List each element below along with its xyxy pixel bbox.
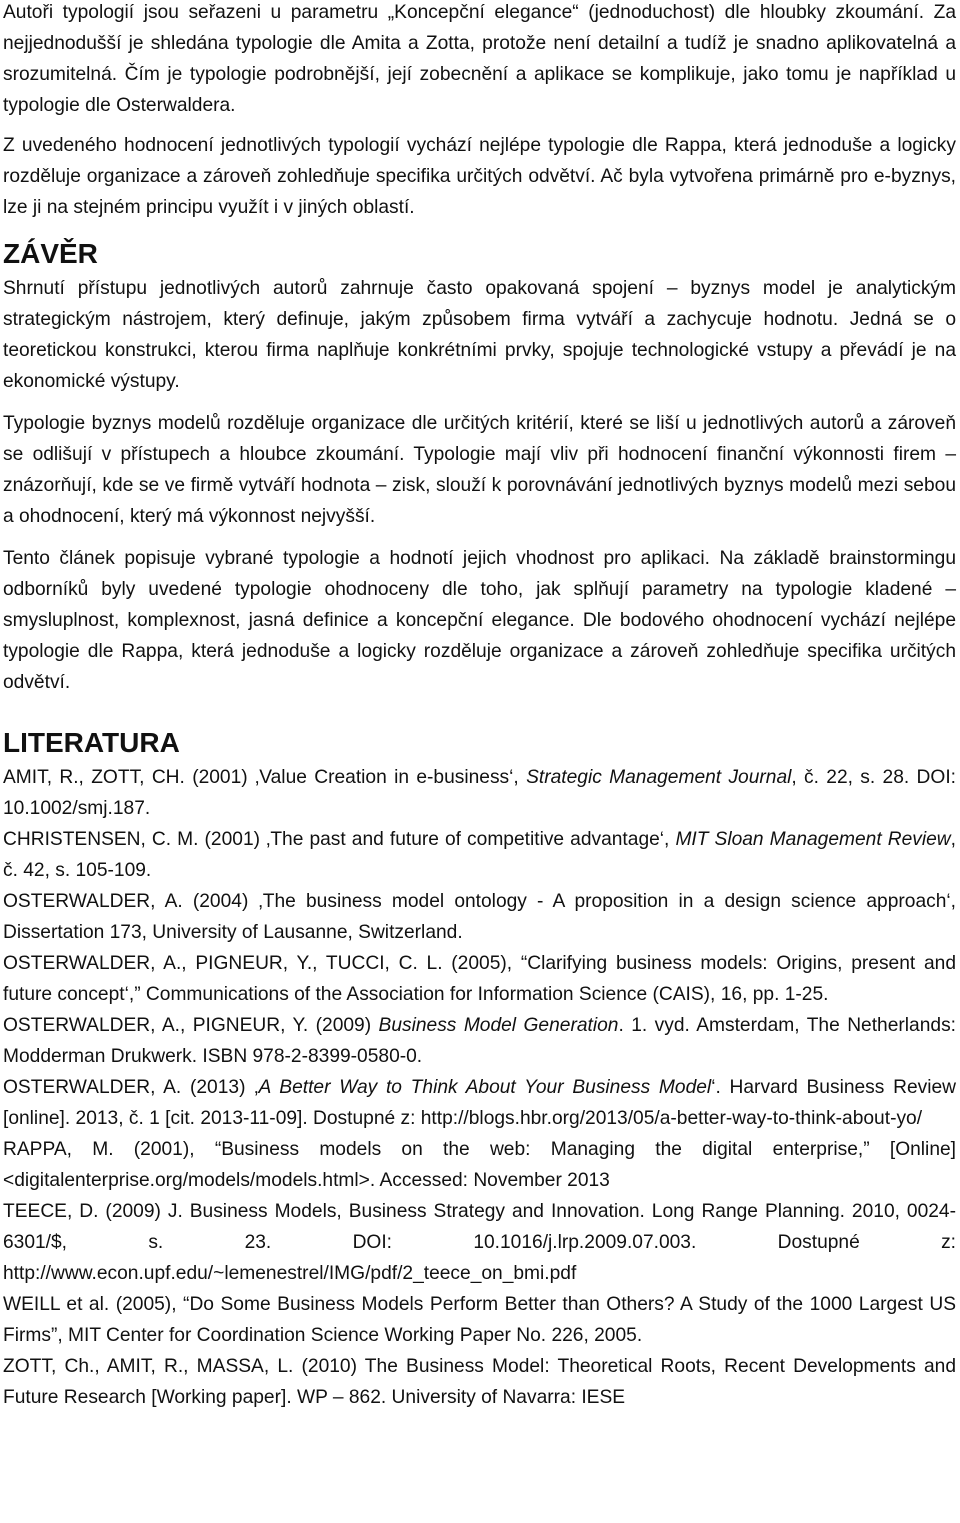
- reference-item: WEILL et al. (2005), “Do Some Business Models Perform Better than Others? A Study of the 1000 Largest US Firms”, MIT Center for Coordination Science Working Paper No. 226, 2005.: [3, 1294, 956, 1346]
- literature-heading: LITERATURA: [3, 727, 180, 758]
- reference-item: OSTERWALDER, A., PIGNEUR, Y., TUCCI, C. L. (2005), “Clarifying business models: Origins, present and future concept‘,” Communications of the Association for Information Science (CAIS), 16, pp. 1-25.: [3, 953, 956, 1005]
- reference-item: ZOTT, Ch., AMIT, R., MASSA, L. (2010) The Business Model: Theoretical Roots, Recent Developments and Future Research [Working paper]. WP – 862. University of Navarra: IESE: [3, 1356, 956, 1408]
- reference-item: CHRISTENSEN, C. M. (2001) ‚The past and future of competitive advantage‘, MIT Sloan Management Review, č. 42, s. 105-109.: [3, 829, 956, 881]
- conclusion-paragraph-1: Shrnutí přístupu jednotlivých autorů zahrnuje často opakovaná spojení – byznys model je analytickým strategickým nástrojem, který definuje, jakým způsobem firma vytváří a zachycuje hodnotu. Jedná se o teoretickou konstrukci, kterou firma naplňuje konkrétními prvky, spojuje technologické vstupy a převádí je na ekonomické výstupy.: [3, 278, 956, 392]
- conclusion-paragraph-2: Typologie byznys modelů rozděluje organizace dle určitých kritérií, které se liší u jednotlivých autorů a zároveň se odlišují v přístupech a hloubce zkoumání. Typologie mají vliv při hodnocení finanční výkonnosti firem – znázorňují, kde se ve firmě vytváří hodnota – zisk, slouží k porovnávání jednotlivých byznys modelů mezi sebou a ohodnocení, který má výkonnost nejvyšší.: [3, 413, 956, 527]
- conclusion-heading: ZÁVĚR: [3, 238, 98, 269]
- conclusion-paragraph-3: Tento článek popisuje vybrané typologie a hodnotí jejich vhodnost pro aplikaci. Na základě brainstormingu odborníků byly uvedené typologie ohodnoceny dle toho, jak splňují parametry na typologie kladené – smysluplnost, komplexnost, jasná definice a koncepční elegance. Dle bodového ohodnocení vychází nejlépe typologie dle Rappa, která jednoduše a logicky rozděluje organizace a zároveň zohledňuje specifika určitých odvětví.: [3, 548, 956, 693]
- intro-paragraph-2: Z uvedeného hodnocení jednotlivých typologií vychází nejlépe typologie dle Rappa, která jednoduše a logicky rozděluje organizace a zároveň zohledňuje specifika určitých odvětví. Ač byla vytvořena primárně pro e-byznys, lze ji na stejném principu využít i v jiných oblastí.: [3, 135, 956, 218]
- reference-item: OSTERWALDER, A. (2004) ‚The business model ontology - A proposition in a design science approach‘, Dissertation 173, University of Lausanne, Switzerland.: [3, 891, 956, 943]
- reference-list: [3, 762, 956, 1413]
- reference-item: RAPPA, M. (2001), “Business models on the web: Managing the digital enterprise,” [Online] <digitalenterprise.org/models/models.html>. Accessed: November 2013: [3, 1139, 956, 1191]
- reference-item: OSTERWALDER, A., PIGNEUR, Y. (2009) Business Model Generation. 1. vyd. Amsterdam, The Netherlands: Modderman Drukwerk. ISBN 978-2-8399-0580-0.: [3, 1015, 956, 1067]
- intro-paragraph-1: Autoři typologií jsou seřazeni u parametru „Koncepční elegance“ (jednoduchost) dle hloubky zkoumání. Za nejjednodušší je shledána typologie dle Amita a Zotta, protože není detailní a tudíž je snadno aplikovatelná a srozumitelná. Čím je typologie podrobnější, její zobecnění a aplikace se komplikuje, jako tomu je například u typologie dle Osterwaldera.: [3, 2, 956, 116]
- reference-item: AMIT, R., ZOTT, CH. (2001) ‚Value Creation in e-business‘, Strategic Management Journal, č. 22, s. 28. DOI: 10.1002/smj.187.: [3, 767, 957, 819]
- reference-item: TEECE, D. (2009) J. Business Models, Business Strategy and Innovation. Long Range Planning. 2010, 0024-6301/$, s. 23. DOI: 10.1016/j.lrp.2009.07.003. Dostupné z: http://www.econ.upf.edu/~lemenestrel/IMG/pdf/2_teece_on_bmi.pdf: [3, 1201, 956, 1284]
- reference-item: OSTERWALDER, A. (2013) ‚A Better Way to Think About Your Business Model‘. Harvard Business Review [online]. 2013, č. 1 [cit. 2013-11-09]. Dostupné z: http://blogs.hbr.org/2013/05/a-better-way-to-think-about-yo/: [3, 1077, 956, 1129]
